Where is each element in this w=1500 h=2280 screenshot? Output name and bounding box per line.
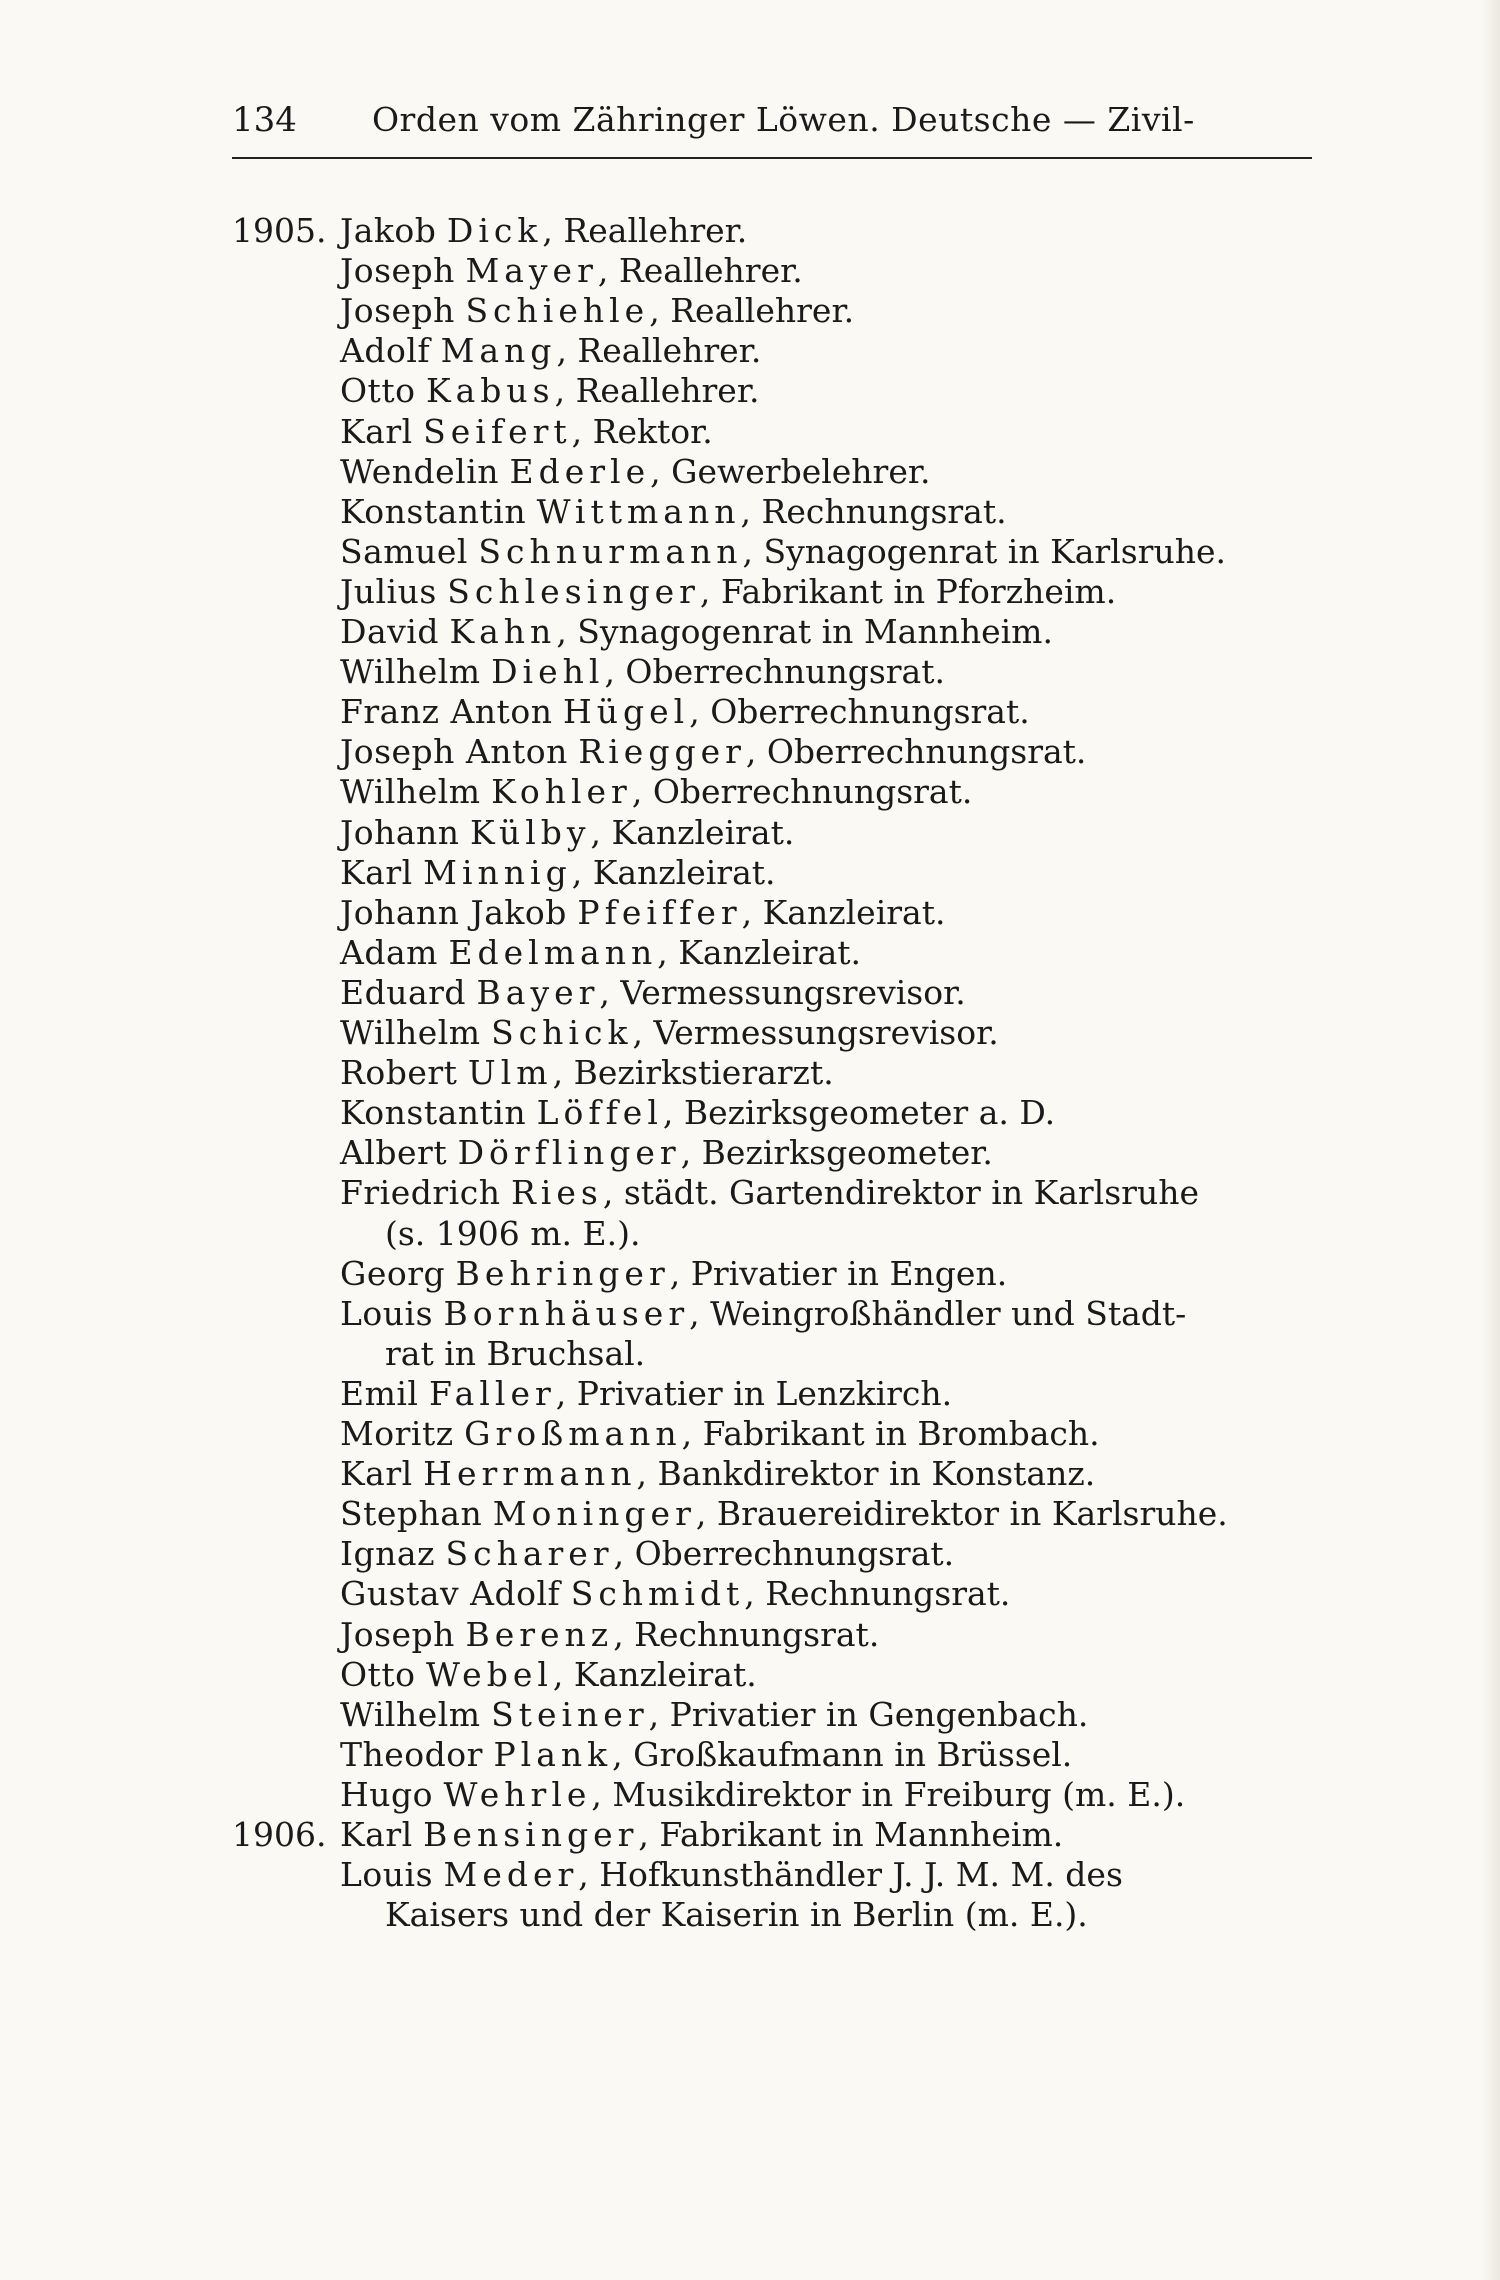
given-name: Wilhelm <box>340 1694 481 1734</box>
occupation: Vermessungsrevisor. <box>620 972 966 1012</box>
given-name: Gustav Adolf <box>340 1574 561 1614</box>
surname: Ries <box>510 1173 603 1213</box>
entry-line: Adam Edelmann, Kanzleirat. <box>340 932 862 972</box>
occupation: Bezirksgeometer a. D. <box>683 1093 1056 1133</box>
given-name: Emil <box>340 1373 419 1413</box>
surname: Seifert <box>423 411 572 451</box>
given-name: Ignaz <box>340 1534 435 1574</box>
given-name: Joseph <box>340 291 455 331</box>
entry-line: Joseph Mayer, Reallehrer. <box>340 251 803 291</box>
occupation: Rechnungsrat. <box>761 491 1007 531</box>
given-name: Johann Jakob <box>340 892 567 932</box>
surname: Pfeiffer <box>577 892 742 932</box>
surname: Mang <box>440 331 557 371</box>
given-name: Konstantin <box>340 491 527 531</box>
page-header <box>232 95 1312 145</box>
surname: Meder <box>443 1855 579 1895</box>
occupation: Hofkunsthändler J. J. M. M. des <box>599 1855 1123 1895</box>
entry-line: Samuel Schnurmann, Synagogenrat in Karlsruhe. <box>340 531 1226 571</box>
surname: Külby <box>470 812 591 852</box>
surname: Scharer <box>445 1534 614 1574</box>
occupation: Privatier in Engen. <box>690 1253 1008 1293</box>
occupation: Oberrechnungsrat. <box>652 772 973 812</box>
entry-line: Ignaz Scharer, Oberrechnungsrat. <box>340 1534 955 1574</box>
given-name: Stephan <box>340 1494 483 1534</box>
occupation: Reallehrer. <box>575 371 760 411</box>
given-name: Robert <box>340 1053 458 1093</box>
occupation: Rechnungsrat. <box>765 1574 1011 1614</box>
year-label: 1905. <box>232 211 327 250</box>
entry-line: Adolf Mang, Reallehrer. <box>340 331 762 371</box>
given-name: Wilhelm <box>340 652 481 692</box>
given-name: Louis <box>340 1855 434 1895</box>
occupation: Reallehrer. <box>670 291 855 331</box>
surname: Herrmann <box>423 1454 637 1494</box>
surname: Plank <box>493 1734 613 1774</box>
entry-line: Theodor Plank, Großkaufmann in Brüssel. <box>340 1734 1073 1774</box>
surname: Bayer <box>476 972 600 1012</box>
surname: Wittmann <box>536 491 741 531</box>
entry-line: David Kahn, Synagogenrat in Mannheim. <box>340 612 1053 651</box>
surname: Kahn <box>449 612 557 651</box>
entry-line: Albert Dörflinger, Bezirksgeometer. <box>340 1133 993 1173</box>
given-name: Otto <box>340 1654 416 1694</box>
occupation: Privatier in Gengenbach. <box>669 1694 1089 1734</box>
occupation: Kanzleirat. <box>573 1654 757 1694</box>
given-name: Wilhelm <box>340 772 481 812</box>
surname: Kabus <box>425 371 555 411</box>
entry-continuation: Kaisers und der Kaiserin in Berlin (m. E.). <box>385 1895 1088 1935</box>
given-name: Jakob <box>340 211 437 250</box>
entry-line: Joseph Schiehle, Reallehrer. <box>340 291 855 331</box>
entry-line: Wilhelm Kohler, Oberrechnungsrat. <box>340 772 973 812</box>
entry-line: Johann Külby, Kanzleirat. <box>340 812 795 852</box>
entry-line: Wilhelm Diehl, Oberrechnungsrat. <box>340 652 945 692</box>
entry-line: Georg Behringer, Privatier in Engen. <box>340 1253 1008 1293</box>
occupation: Vermessungsrevisor. <box>653 1013 999 1052</box>
given-name: Joseph <box>340 1614 455 1654</box>
occupation: Musikdirektor in Freiburg (m. E.). <box>612 1774 1186 1814</box>
entry-line: Jakob Dick, Reallehrer. <box>340 211 748 250</box>
surname: Diehl <box>491 652 605 692</box>
surname: Edelmann <box>448 932 658 972</box>
surname: Schick <box>491 1013 633 1052</box>
occupation: Reallehrer. <box>618 251 803 291</box>
occupation: Rektor. <box>592 411 713 451</box>
entry-line: Emil Faller, Privatier in Lenzkirch. <box>340 1373 953 1413</box>
surname: Schlesinger <box>447 571 700 611</box>
surname: Ederle <box>509 451 651 491</box>
page-number: 134 <box>232 100 297 140</box>
entry-line: Eduard Bayer, Vermessungsrevisor. <box>340 972 966 1012</box>
occupation: Synagogenrat in Karlsruhe. <box>763 531 1226 571</box>
entry-line: Wendelin Ederle, Gewerbelehrer. <box>340 451 931 491</box>
given-name: Wendelin <box>340 451 500 491</box>
entry-line: Robert Ulm, Bezirkstierarzt. <box>340 1053 834 1093</box>
given-name: Hugo <box>340 1774 434 1814</box>
given-name: David <box>340 612 439 651</box>
occupation: Privatier in Lenzkirch. <box>576 1373 953 1413</box>
surname: Steiner <box>491 1694 649 1734</box>
entry-line: Louis Bornhäuser, Weingroßhändler und Stadt- <box>340 1293 1187 1333</box>
occupation: Rechnungsrat. <box>634 1614 880 1654</box>
entry-line: Friedrich Ries, städt. Gartendirektor in Karlsruhe <box>340 1173 1199 1213</box>
surname: Minnig <box>423 852 572 892</box>
entry-line: Konstantin Löffel, Bezirksgeometer a. D. <box>340 1093 1056 1133</box>
entry-line: Karl Herrmann, Bankdirektor in Konstanz. <box>340 1454 1096 1494</box>
entry-line: Hugo Wehrle, Musikdirektor in Freiburg (m. E.). <box>340 1774 1186 1814</box>
surname: Dick <box>446 211 543 250</box>
given-name: Karl <box>340 1815 413 1854</box>
entry-line: Stephan Moninger, Brauereidirektor in Karlsruhe. <box>340 1494 1228 1534</box>
surname: Schmidt <box>570 1574 745 1614</box>
given-name: Samuel <box>340 531 468 571</box>
given-name: Louis <box>340 1293 434 1333</box>
surname: Bornhäuser <box>443 1293 690 1333</box>
entry-continuation: rat in Bruchsal. <box>385 1333 646 1373</box>
occupation: Oberrechnungsrat. <box>710 692 1030 732</box>
entry-line: Franz Anton Hügel, Oberrechnungsrat. <box>340 692 1030 732</box>
year-label: 1906. <box>232 1815 327 1854</box>
surname: Bensinger <box>423 1815 639 1854</box>
surname: Hügel <box>562 692 690 732</box>
surname: Löffel <box>536 1093 663 1133</box>
given-name: Konstantin <box>340 1093 527 1133</box>
scan-edge <box>1482 0 1500 2280</box>
entry-line: Otto Webel, Kanzleirat. <box>340 1654 757 1694</box>
given-name: Adam <box>340 932 438 972</box>
occupation: städt. Gartendirektor in Karlsruhe <box>623 1173 1199 1213</box>
surname: Behringer <box>455 1253 670 1293</box>
occupation: Weingroßhändler und Stadt- <box>710 1293 1187 1333</box>
surname: Dörflinger <box>457 1133 681 1173</box>
entry-line: Moritz Großmann, Fabrikant in Brombach. <box>340 1414 1100 1453</box>
given-name: Karl <box>340 411 413 451</box>
entry-line: Konstantin Wittmann, Rechnungsrat. <box>340 491 1007 531</box>
entry-line: Karl Seifert, Rektor. <box>340 411 713 451</box>
occupation: Fabrikant in Brombach. <box>702 1414 1100 1453</box>
occupation: Fabrikant in Pforzheim. <box>720 571 1117 611</box>
entry-line: Julius Schlesinger, Fabrikant in Pforzheim. <box>340 571 1117 611</box>
entry-line: Wilhelm Steiner, Privatier in Gengenbach. <box>340 1694 1089 1734</box>
given-name: Wilhelm <box>340 1013 481 1052</box>
occupation: Kanzleirat. <box>762 892 946 932</box>
surname: Ulm <box>467 1053 553 1093</box>
surname: Berenz <box>465 1614 614 1654</box>
occupation: Gewerbelehrer. <box>671 451 931 491</box>
entry-line: Johann Jakob Pfeiffer, Kanzleirat. <box>340 892 946 932</box>
given-name: Albert <box>340 1133 448 1173</box>
occupation: Bezirksgeometer. <box>701 1133 993 1173</box>
entry-line: Joseph Berenz, Rechnungsrat. <box>340 1614 880 1654</box>
entry-continuation: (s. 1906 m. E.). <box>385 1213 641 1253</box>
given-name: Karl <box>340 852 413 892</box>
occupation: Oberrechnungsrat. <box>766 732 1087 772</box>
occupation: Bankdirektor in Konstanz. <box>657 1454 1096 1494</box>
occupation: Großkaufmann in Brüssel. <box>633 1734 1073 1774</box>
given-name: Joseph <box>340 251 455 291</box>
surname: Mayer <box>465 251 598 291</box>
surname: Kohler <box>491 772 632 812</box>
given-name: Franz Anton <box>340 692 553 732</box>
occupation: Kanzleirat. <box>592 852 776 892</box>
surname: Webel <box>425 1654 553 1694</box>
entry-line: Karl Minnig, Kanzleirat. <box>340 852 776 892</box>
entry-line: Louis Meder, Hofkunsthändler J. J. M. M. des <box>340 1855 1123 1895</box>
given-name: Joseph Anton <box>340 732 568 772</box>
entry-line: Joseph Anton Riegger, Oberrechnungsrat. <box>340 732 1087 772</box>
given-name: Eduard <box>340 972 467 1012</box>
surname: Großmann <box>464 1414 682 1453</box>
occupation: Fabrikant in Mannheim. <box>659 1815 1064 1854</box>
given-name: Friedrich <box>340 1173 501 1213</box>
given-name: Julius <box>340 571 437 611</box>
given-name: Theodor <box>340 1734 483 1774</box>
occupation: Synagogenrat in Mannheim. <box>577 612 1053 651</box>
given-name: Karl <box>340 1454 413 1494</box>
occupation: Oberrechnungsrat. <box>625 652 945 692</box>
given-name: Johann <box>340 812 460 852</box>
given-name: Moritz <box>340 1414 454 1453</box>
occupation: Brauereidirektor in Karlsruhe. <box>716 1494 1228 1534</box>
entry-line: Gustav Adolf Schmidt, Rechnungsrat. <box>340 1574 1011 1614</box>
surname: Riegger <box>578 732 746 772</box>
occupation: Kanzleirat. <box>611 812 795 852</box>
header-rule <box>232 157 1312 159</box>
entry-line: Karl Bensinger, Fabrikant in Mannheim. <box>340 1815 1064 1854</box>
given-name: Adolf <box>340 331 431 371</box>
surname: Schnurmann <box>478 531 743 571</box>
given-name: Otto <box>340 371 416 411</box>
entry-line: Otto Kabus, Reallehrer. <box>340 371 760 411</box>
occupation: Reallehrer. <box>577 331 762 371</box>
occupation: Oberrechnungsrat. <box>634 1534 955 1574</box>
entry-line: Wilhelm Schick, Vermessungsrevisor. <box>340 1013 999 1052</box>
occupation: Reallehrer. <box>563 211 748 250</box>
running-title: Orden vom Zähringer Löwen. Deutsche — Zivil- <box>372 100 1195 139</box>
occupation: Bezirkstierarzt. <box>573 1053 834 1093</box>
surname: Moninger <box>492 1494 696 1534</box>
surname: Schiehle <box>465 291 650 331</box>
given-name: Georg <box>340 1253 446 1293</box>
surname: Wehrle <box>443 1774 592 1814</box>
occupation: Kanzleirat. <box>678 932 862 972</box>
surname: Faller <box>429 1373 556 1413</box>
